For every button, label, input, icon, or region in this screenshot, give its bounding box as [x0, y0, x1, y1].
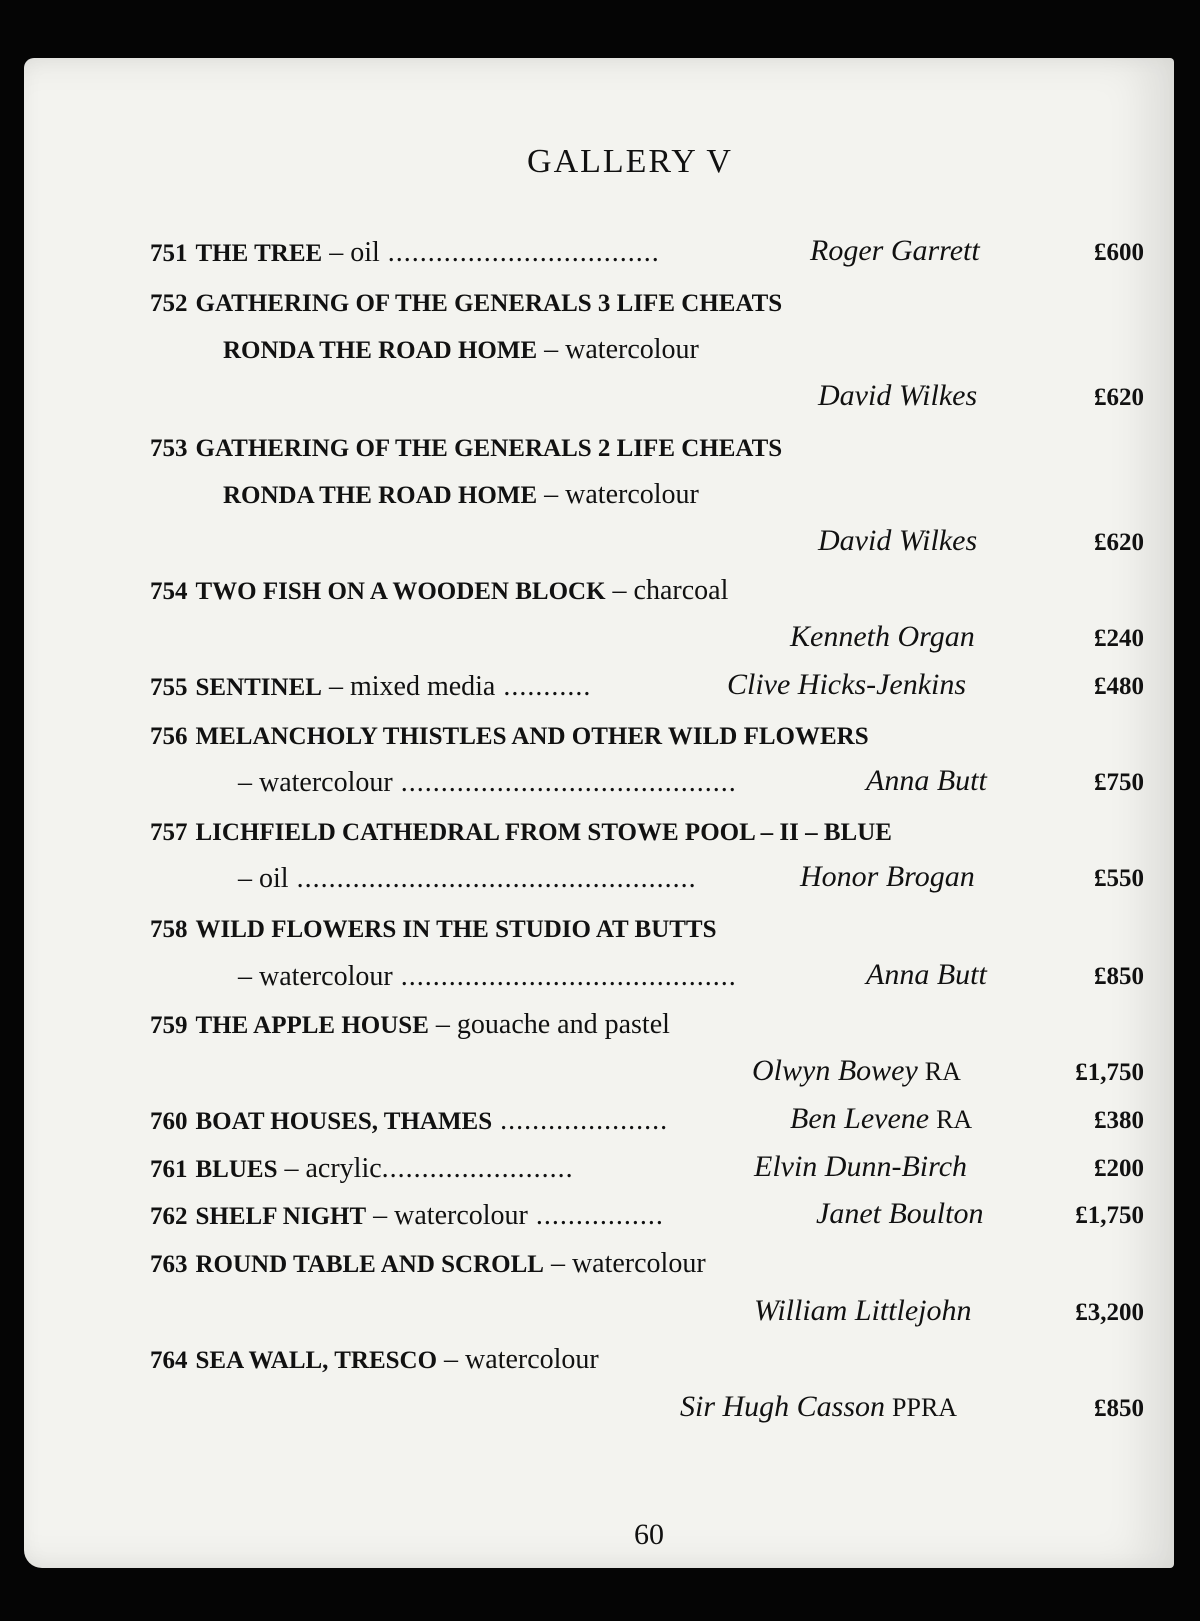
- medium-line: [238, 960, 737, 994]
- leader-dots: ........................: [381, 1153, 574, 1184]
- list-item: [150, 1343, 599, 1378]
- entry-price: £620: [1094, 529, 1144, 556]
- entry-artist: David Wilkes: [818, 379, 978, 412]
- entry-title-line2: RONDA THE ROAD HOME: [223, 482, 538, 509]
- entry-separator: –: [277, 1153, 306, 1184]
- entry-title: BLUES: [195, 1156, 278, 1183]
- entry-artist: Anna Butt: [866, 958, 987, 991]
- leader-dots: ................: [527, 1200, 664, 1231]
- entry-separator: –: [437, 1344, 466, 1375]
- entry-artist: William Littlejohn: [754, 1294, 972, 1327]
- entry-artist: Ben Levene: [790, 1102, 930, 1135]
- entry-number: 758: [150, 916, 188, 943]
- entry-number: 754: [150, 578, 188, 605]
- entry-medium: watercolour: [565, 334, 699, 365]
- entry-title: GATHERING OF THE GENERALS 2 LIFE CHEATS: [195, 435, 783, 462]
- entry-artist: Honor Brogan: [800, 860, 975, 893]
- entry-title: THE TREE: [195, 240, 323, 267]
- entry-artist: Sir Hugh Casson: [680, 1390, 886, 1423]
- entry-title: GATHERING OF THE GENERALS 3 LIFE CHEATS: [195, 290, 783, 317]
- list-item: [150, 815, 892, 850]
- artist-line: [680, 1390, 957, 1425]
- list-item: [150, 670, 591, 705]
- entry-price: £620: [1094, 384, 1144, 411]
- entry-number: 764: [150, 1347, 188, 1374]
- page-title: GALLERY V: [527, 143, 733, 180]
- artist-line: [818, 379, 977, 414]
- artist-line: [866, 958, 987, 993]
- list-item: [150, 719, 869, 754]
- entry-price: £380: [1094, 1107, 1144, 1134]
- entry-title: SHELF NIGHT: [195, 1203, 367, 1230]
- artist-line: [754, 1294, 972, 1329]
- entry-price: £480: [1094, 673, 1144, 700]
- artist-line: [816, 1197, 983, 1232]
- leader-dots: ..................................................: [288, 863, 697, 894]
- medium-line: [238, 766, 737, 800]
- entry-medium: watercolour: [465, 1344, 599, 1375]
- entry-medium: watercolour: [394, 1200, 528, 1231]
- entry-title: MELANCHOLY THISTLES AND OTHER WILD FLOWERS: [195, 723, 869, 750]
- entry-artist: David Wilkes: [818, 524, 978, 557]
- entry-separator: –: [428, 1009, 457, 1040]
- entry-price: £850: [1094, 1395, 1144, 1422]
- entry-price: £1,750: [1075, 1202, 1144, 1229]
- entry-number: 762: [150, 1203, 188, 1230]
- list-item: [150, 912, 717, 947]
- medium-line: [238, 862, 697, 896]
- entry-price: £750: [1094, 769, 1144, 796]
- entry-medium: charcoal: [633, 575, 729, 606]
- entry-medium: – watercolour: [238, 961, 393, 992]
- list-item: [150, 236, 660, 271]
- list-item: [150, 574, 728, 609]
- entry-title: BOAT HOUSES, THAMES: [195, 1108, 493, 1135]
- entry-price: £240: [1094, 625, 1144, 652]
- list-item: [150, 286, 782, 321]
- entry-medium: mixed media: [349, 671, 496, 702]
- entry-honors: PPRA: [892, 1393, 958, 1422]
- list-item: [150, 1152, 574, 1187]
- entry-honors: RA: [936, 1105, 973, 1134]
- entry-number: 752: [150, 290, 188, 317]
- entry-number: 763: [150, 1251, 188, 1278]
- entry-artist: Clive Hicks-Jenkins: [727, 668, 967, 701]
- leader-dots: ...........: [495, 671, 592, 702]
- entry-separator: –: [366, 1200, 395, 1231]
- entry-price: £1,750: [1075, 1059, 1144, 1086]
- entry-medium: watercolour: [571, 1248, 706, 1279]
- entry-price: £200: [1094, 1155, 1144, 1182]
- entry-title-line2: RONDA THE ROAD HOME: [223, 337, 538, 364]
- catalogue-page: [24, 58, 1174, 1568]
- entry-title: SEA WALL, TRESCO: [195, 1347, 438, 1374]
- entry-title: SENTINEL: [195, 674, 322, 701]
- entry-artist: Olwyn Bowey: [752, 1054, 918, 1087]
- list-item: [150, 1247, 706, 1282]
- entry-number: 755: [150, 674, 188, 701]
- entry-medium: – watercolour: [238, 767, 393, 798]
- entry-artist: Janet Boulton: [816, 1197, 984, 1230]
- title-continuation: [223, 333, 699, 368]
- list-item: [150, 1008, 670, 1043]
- entry-artist: Roger Garrett: [810, 234, 980, 267]
- entry-price: £3,200: [1075, 1299, 1144, 1326]
- entry-number: 760: [150, 1108, 188, 1135]
- artist-line: [754, 1150, 967, 1185]
- entry-artist: Kenneth Organ: [790, 620, 975, 653]
- artist-line: [727, 668, 966, 703]
- entry-medium: gouache and pastel: [456, 1009, 670, 1040]
- title-continuation: [223, 478, 699, 513]
- artist-line: [790, 1102, 972, 1137]
- entry-title: WILD FLOWERS IN THE STUDIO AT BUTTS: [195, 916, 717, 943]
- entry-number: 761: [150, 1156, 188, 1183]
- entry-number: 751: [150, 240, 188, 267]
- artist-line: [800, 860, 975, 895]
- entry-medium: oil: [350, 237, 380, 268]
- artist-line: [810, 234, 980, 269]
- entry-artist: Anna Butt: [866, 764, 987, 797]
- entry-price: £550: [1094, 865, 1144, 892]
- entry-number: 757: [150, 819, 188, 846]
- list-item: [150, 1104, 668, 1139]
- entry-price: £850: [1094, 963, 1144, 990]
- artist-line: [818, 524, 977, 559]
- entry-number: 753: [150, 435, 188, 462]
- artist-line: [866, 764, 987, 799]
- entry-honors: RA: [924, 1057, 961, 1086]
- leader-dots: ..................................: [379, 237, 660, 268]
- entry-number: 759: [150, 1012, 188, 1039]
- entry-number: 756: [150, 723, 188, 750]
- entry-medium: watercolour: [565, 479, 699, 510]
- list-item: [150, 1199, 664, 1234]
- page-number: 60: [634, 1518, 664, 1551]
- entry-title: TWO FISH ON A WOODEN BLOCK: [195, 578, 606, 605]
- entry-separator: –: [537, 334, 566, 365]
- list-item: [150, 431, 782, 466]
- leader-dots: ..........................................: [392, 961, 737, 992]
- leader-dots: ..........................................: [392, 767, 737, 798]
- entry-medium: – oil: [238, 863, 289, 894]
- artist-line: [790, 620, 975, 655]
- entry-medium: acrylic: [305, 1153, 382, 1184]
- entry-title: ROUND TABLE AND SCROLL: [195, 1251, 544, 1278]
- entry-separator: –: [537, 479, 566, 510]
- entry-separator: –: [322, 237, 351, 268]
- entry-artist: Elvin Dunn-Birch: [754, 1150, 968, 1183]
- entry-separator: –: [543, 1248, 572, 1279]
- artist-line: [752, 1054, 961, 1089]
- entry-title: THE APPLE HOUSE: [195, 1012, 429, 1039]
- leader-dots: .....................: [492, 1105, 669, 1136]
- entry-separator: –: [321, 671, 350, 702]
- entry-price: £600: [1094, 239, 1144, 266]
- entry-title: LICHFIELD CATHEDRAL FROM STOWE POOL – II – BLUE: [195, 819, 892, 846]
- entry-separator: –: [605, 575, 634, 606]
